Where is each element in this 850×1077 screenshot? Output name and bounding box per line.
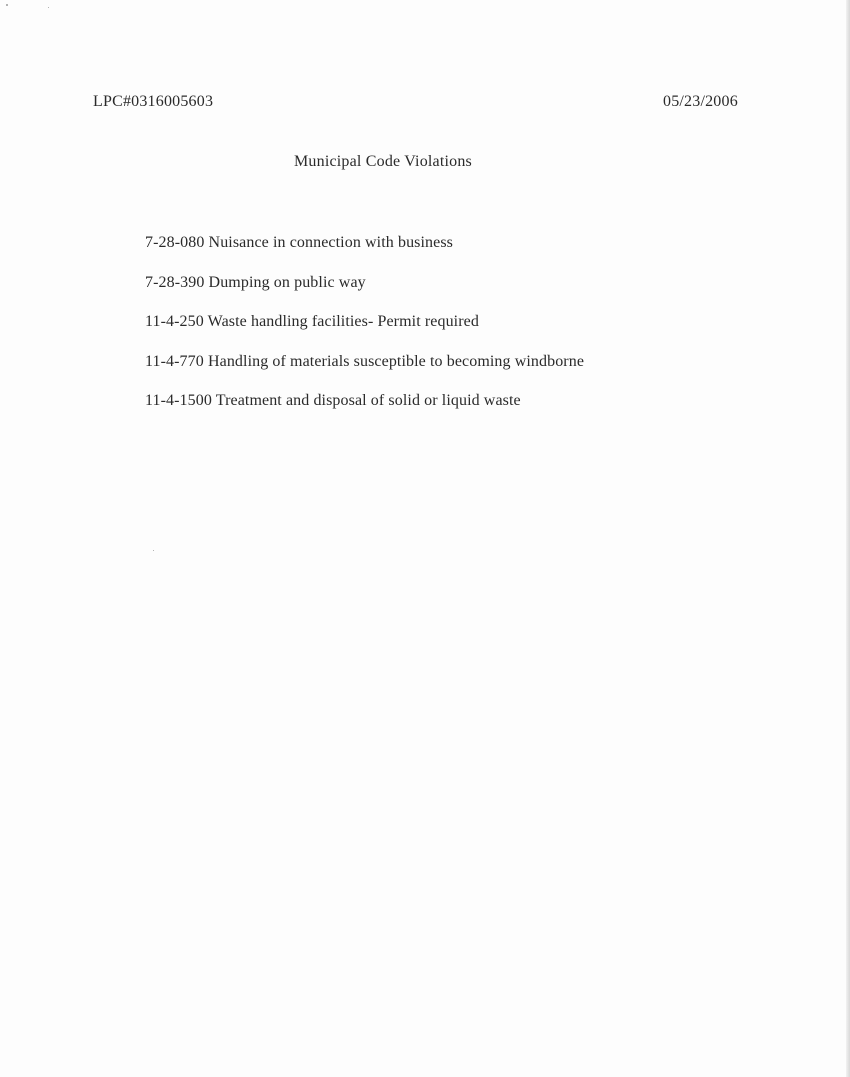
violation-item: 7-28-080 Nuisance in connection with business	[145, 234, 453, 251]
page-title: Municipal Code Violations	[294, 153, 472, 170]
violation-item: 11-4-250 Waste handling facilities- Permit required	[145, 313, 479, 330]
violation-item: 11-4-770 Handling of materials susceptible to becoming windborne	[145, 352, 585, 370]
violation-item: 11-4-1500 Treatment and disposal of solid or liquid waste	[145, 392, 521, 409]
scan-edge-shadow	[846, 0, 850, 1077]
document-date: 05/23/2006	[663, 93, 738, 110]
violation-item: 7-28-390 Dumping on public way	[145, 273, 366, 291]
violations-list	[145, 233, 584, 431]
scan-speck	[48, 7, 49, 8]
scan-speck	[153, 550, 154, 551]
scan-speck	[6, 4, 8, 6]
case-number: LPC#0316005603	[93, 93, 214, 110]
